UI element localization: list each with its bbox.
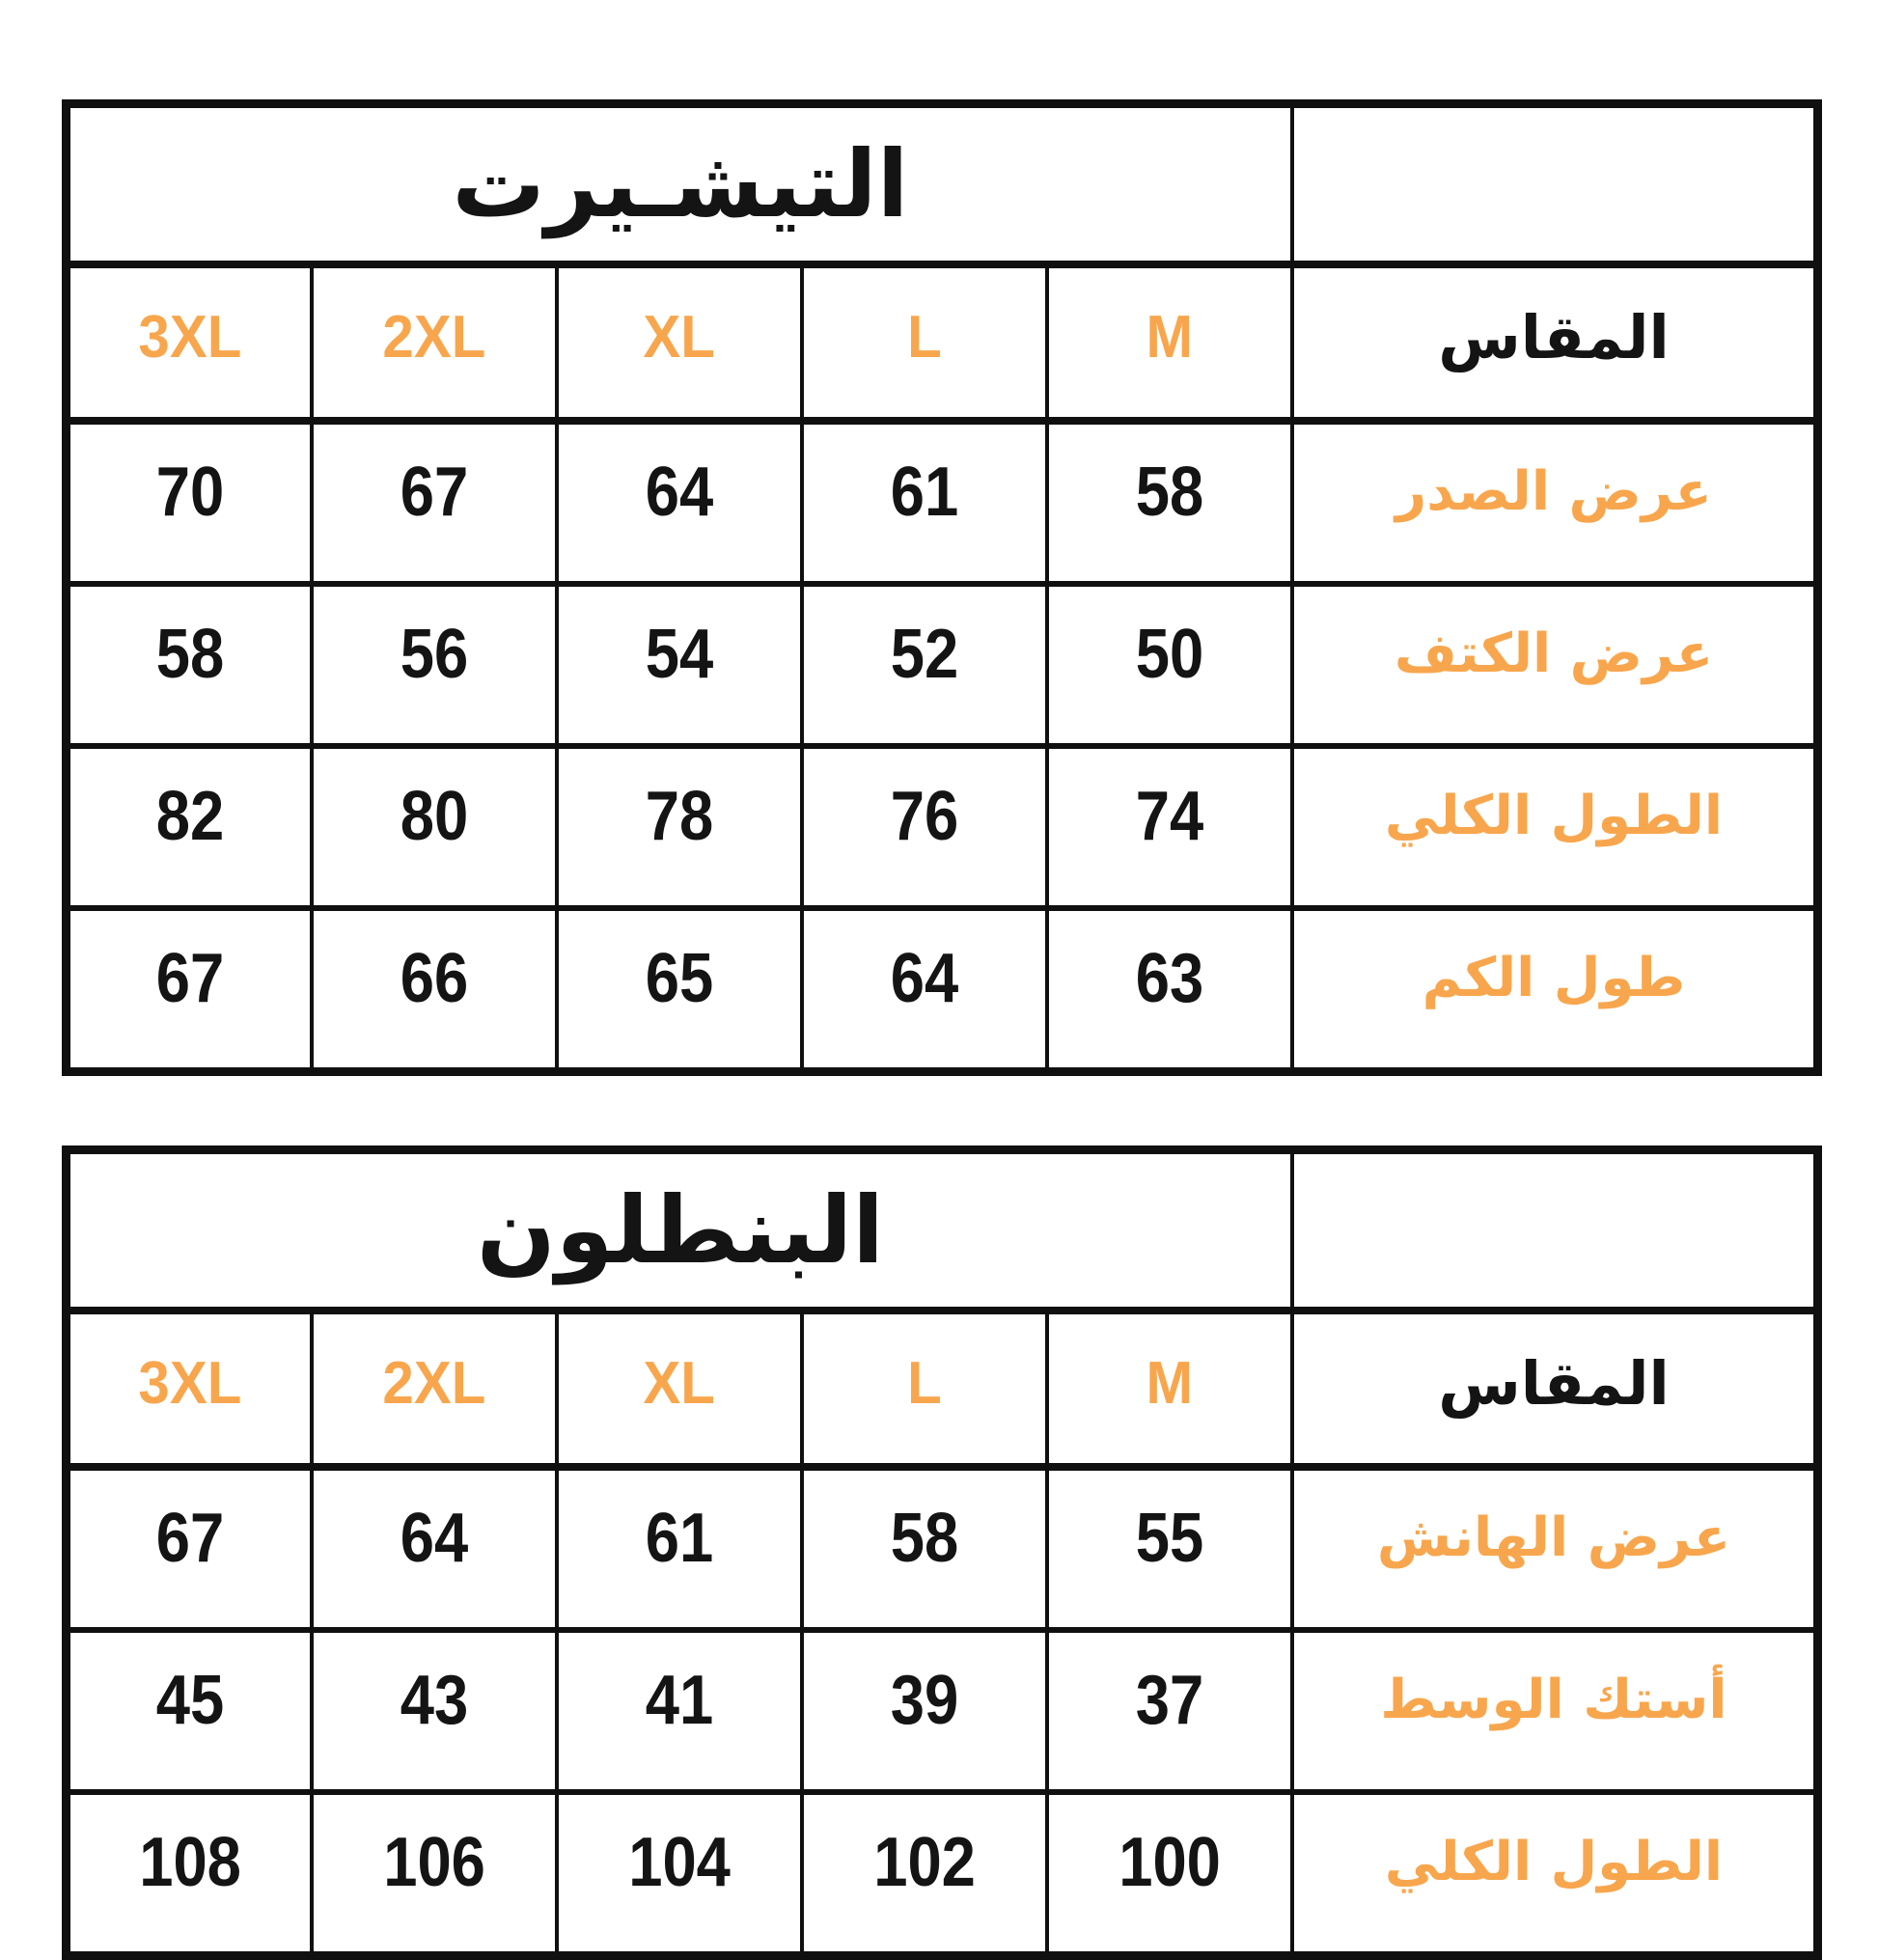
- value-cell: 41: [557, 1630, 802, 1792]
- value-cell: 54: [557, 584, 802, 746]
- value-cell: 74: [1047, 746, 1292, 908]
- value-cell: 43: [312, 1630, 557, 1792]
- measurement-label: الطول الكلي: [1292, 1792, 1818, 1956]
- value-cell: 104: [557, 1792, 802, 1956]
- value-cell: 39: [802, 1630, 1047, 1792]
- tshirt-size-header-3xl: 3XL: [67, 264, 312, 421]
- pants-title-cell: [67, 1150, 1292, 1311]
- value-cell: 102: [802, 1792, 1047, 1956]
- measurement-label: عرض الهانش: [1292, 1467, 1818, 1630]
- value-cell: 80: [312, 746, 557, 908]
- value-cell: 76: [802, 746, 1047, 908]
- value-cell: 61: [557, 1467, 802, 1630]
- measurement-label: طول الكم: [1292, 908, 1818, 1072]
- pants-row-hip-width: [67, 1467, 1818, 1630]
- value-cell: 108: [67, 1792, 312, 1956]
- value-cell: 63: [1047, 908, 1292, 1072]
- pants-size-header-row: [67, 1311, 1818, 1467]
- tshirt-row-total-length: [67, 746, 1818, 908]
- value-cell: 100: [1047, 1792, 1292, 1956]
- value-cell: 58: [67, 584, 312, 746]
- value-cell: 64: [557, 421, 802, 584]
- value-cell: 67: [67, 1467, 312, 1630]
- value-cell: 58: [802, 1467, 1047, 1630]
- measurement-label: عرض الكتف: [1292, 584, 1818, 746]
- value-cell: 61: [802, 421, 1047, 584]
- value-cell: 37: [1047, 1630, 1292, 1792]
- tshirt-size-header-xl: XL: [557, 264, 802, 421]
- value-cell: 67: [67, 908, 312, 1072]
- tshirt-table-title: التيشـيرت: [452, 130, 909, 238]
- value-cell: 56: [312, 584, 557, 746]
- value-cell: 45: [67, 1630, 312, 1792]
- pants-row-waist-elastic: [67, 1630, 1818, 1792]
- tshirt-measure-column-header: المقاس: [1292, 264, 1818, 421]
- pants-size-header-l: L: [802, 1311, 1047, 1467]
- value-cell: 65: [557, 908, 802, 1072]
- pants-size-header-m: M: [1047, 1311, 1292, 1467]
- pants-corner-cell: [1292, 1150, 1818, 1311]
- tshirt-row-chest-width: [67, 421, 1818, 584]
- value-cell: 64: [312, 1467, 557, 1630]
- value-cell: 106: [312, 1792, 557, 1956]
- value-cell: 82: [67, 746, 312, 908]
- tshirt-corner-cell: [1292, 104, 1818, 265]
- measurement-label: عرض الصدر: [1292, 421, 1818, 584]
- value-cell: 50: [1047, 584, 1292, 746]
- value-cell: 64: [802, 908, 1047, 1072]
- value-cell: 66: [312, 908, 557, 1072]
- pants-measure-column-header: المقاس: [1292, 1311, 1818, 1467]
- tshirt-size-header-l: L: [802, 264, 1047, 421]
- value-cell: 67: [312, 421, 557, 584]
- value-cell: 78: [557, 746, 802, 908]
- tshirt-size-header-row: [67, 264, 1818, 421]
- pants-size-header-2xl: 2XL: [312, 1311, 557, 1467]
- value-cell: 70: [67, 421, 312, 584]
- pants-title-row: [67, 1150, 1818, 1311]
- tshirt-size-table: [62, 99, 1822, 1076]
- tshirt-row-shoulder-width: [67, 584, 1818, 746]
- value-cell: 58: [1047, 421, 1292, 584]
- value-cell: 52: [802, 584, 1047, 746]
- pants-size-header-xl: XL: [557, 1311, 802, 1467]
- value-cell: 55: [1047, 1467, 1292, 1630]
- tshirt-size-header-2xl: 2XL: [312, 264, 557, 421]
- pants-row-total-length: [67, 1792, 1818, 1956]
- tshirt-size-header-m: M: [1047, 264, 1292, 421]
- tshirt-title-cell: [67, 104, 1292, 265]
- tshirt-row-sleeve-length: [67, 908, 1818, 1072]
- measurement-label: أستك الوسط: [1292, 1630, 1818, 1792]
- pants-size-table: [62, 1146, 1822, 1960]
- pants-size-header-3xl: 3XL: [67, 1311, 312, 1467]
- pants-table-title: البنطلون: [476, 1176, 885, 1284]
- tshirt-title-row: [67, 104, 1818, 265]
- measurement-label: الطول الكلي: [1292, 746, 1818, 908]
